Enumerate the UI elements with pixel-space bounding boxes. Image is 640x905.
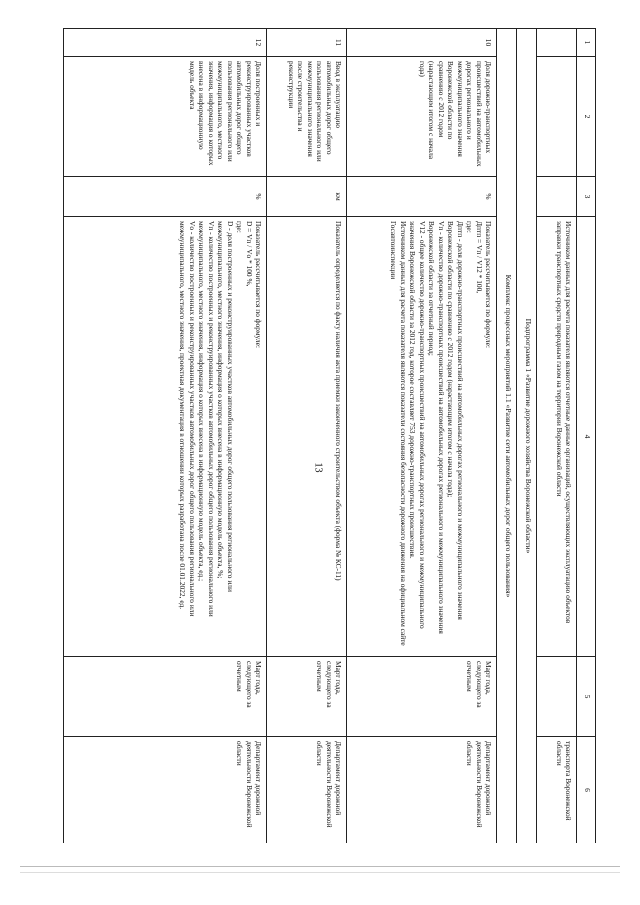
method-line: Дптп = Vп / V12 * 100, [474,221,484,294]
col-number-2: 2 [577,57,596,177]
subprogram-row [517,29,537,844]
scan-artifact-line [20,866,620,867]
document-table-area [63,28,596,843]
row-number: 11 [267,29,347,57]
method-line: где: [235,221,245,233]
table-row [267,29,347,844]
continuation-method: Источником данных для расчета показателя являются отчетные данные организаций, осуществляющих эксплуатацию объектов заправки транспортных средств природным газом на территории Воронежской области [537,217,577,657]
column-number-row [577,29,596,844]
calculation-method [347,217,497,657]
method-line: Vп - количество построенных и реконструированных участков автомобильных дорог общего пользования регионального или межмуниципального, местного значения, информация о которых внесена в информационную модель объекта, ед.; [197,221,216,617]
subprogram-title: Подпрограмма 1 «Развитие дорожного хозяйства Воронежской области» [517,29,537,844]
method-line: Показатель рассчитывается по формуле: [254,221,263,348]
indicator-name: Доля дорожно-транспортных происшествий на автомобильных дорогах регионального и межмуниципального значения Воронежской области по сравнению с 2012 годом (нарастающим итогом с начала года) [347,57,497,177]
method-line: Vп - количество дорожно-транспортных происшествий на автомобильных дорогах регионального и межмуниципального значения Воронежской области за отчетный период; [427,221,446,634]
col-number-1: 1 [577,29,596,57]
responsible-body: Департамент дорожной деятельности Воронежской области [347,737,497,844]
row-number: 10 [347,29,497,57]
continuation-responsible: транспорта Воронежской области [537,737,577,844]
method-line: Дптп - доля дорожно-транспортных происшествий на автомобильных дорогах регионального и межмуниципального значения Воронежской области по сравнению с 2012 годом (нарастающим итогом с начала года); [446,221,465,620]
reporting-period: Март года, следующего за отчетным [64,657,267,737]
col-number-4: 4 [577,217,596,657]
unit: % [347,177,497,217]
method-line: где: [465,221,475,233]
unit: км [267,177,347,217]
table-row [64,29,267,844]
reporting-period: Март года, следующего за отчетным [267,657,347,737]
indicator-name: Ввод в эксплуатацию автомобильных дорог общего пользования регионального или межмуниципального значения после строительства и реконструкции [267,57,347,177]
responsible-body: Департамент дорожной деятельности Воронежской области [267,737,347,844]
col-number-3: 3 [577,177,596,217]
indicator-name: Доля построенных и реконструированных участков автомобильных дорог общего пользования регионального или межмуниципального, местного значения, информация о которых внесена в информационную модель объекта [64,57,267,177]
calculation-method [267,217,347,657]
table-row [347,29,497,844]
calculation-method [64,217,267,657]
complex-row [497,29,517,844]
responsible-body: Департамент дорожной деятельности Воронежской области [64,737,267,844]
method-line: Показатель рассчитывается по формуле: [484,221,493,348]
col-number-6: 6 [577,737,596,844]
scan-artifact-line [20,872,620,873]
method-line: Показатель определяется по факту наличия акта приемки законченного строительством объекта (форма № КС-11) [334,221,343,581]
complex-title: Комплекс процессных мероприятий 1.1 «Развитие сети автомобильных дорог общего пользования» [497,29,517,844]
method-line: Источником данных для расчета показателя являются показатели состояния безопасности дорожного движения на официальном сайте Госавтоинспекции [389,221,408,646]
row-number: 12 [64,29,267,57]
method-line: D - доля построенных и реконструированных участков автомобильных дорог общего пользования регионального или межмуниципального, местного значения, информация о которых внесена в информационную модель объекта, %; [216,221,235,592]
method-line: Vо - количество построенных и реконструированных участков автомобильных дорог общего пользования регионального или межмуниципального, местного значения, проектная документация в отношении которых разработана после 01.01.2022, ед. [178,221,197,617]
method-line: V12 - общее количество дорожно-транспортных происшествий на автомобильных дорогах регионального и межмуниципального значения Воронежской области за 2012 год, которое составляет 753 дорожно-транспортных происшествия. [408,221,427,629]
method-line: D = Vп / Vо * 100 %, [244,221,254,287]
unit: % [64,177,267,217]
rotated-page-content [63,28,596,843]
reporting-period: Март года, следующего за отчетным [347,657,497,737]
continuation-row [537,29,577,844]
page-number: 13 [312,462,324,473]
col-number-5: 5 [577,657,596,737]
indicators-table [63,28,596,843]
